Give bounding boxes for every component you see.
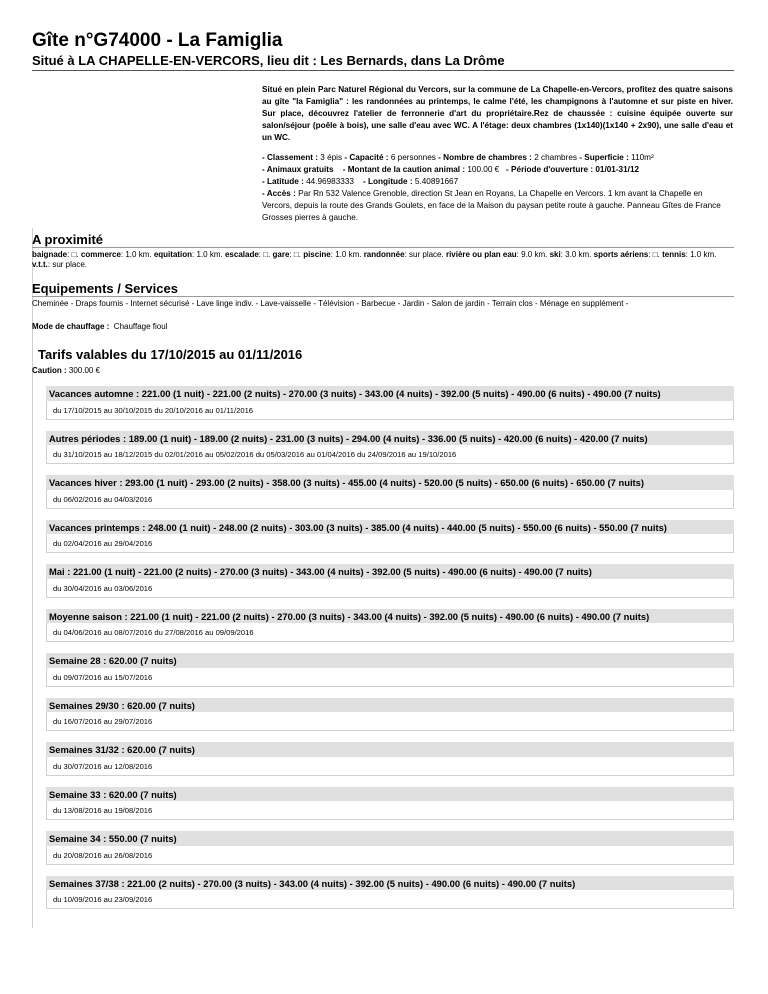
equipement-item: Télévision (318, 299, 355, 308)
equipements-divider (32, 296, 734, 297)
rate-period-header: Vacances printemps : 248.00 (1 nuit) - 248.00 (2 nuits) - 303.00 (3 nuits) - 385.00 (4 nuits) - 440.00 (5 nuits) - 550.00 (6 nuits) - 550.00 (7 nuits) (46, 520, 734, 535)
proximite-item-label: rivière ou plan eau (445, 250, 517, 259)
equipement-item: Barbecue (361, 299, 396, 308)
equipement-item: Cheminée (32, 299, 69, 308)
rate-period (46, 742, 734, 776)
caution-animal-label: - Montant de la caution animal : (342, 165, 466, 174)
proximite-item: v.t.t.: sur place. (32, 260, 87, 269)
rate-period-dates: du 20/08/2016 au 26/08/2016 (46, 846, 734, 865)
equipement-item: Internet sécurisé (130, 299, 190, 308)
chambres-label: - Nombre de chambres : (438, 153, 532, 162)
rate-period-dates: du 04/06/2016 au 08/07/2016 du 27/08/2016 au 09/09/2016 (46, 623, 734, 642)
capacite-label: - Capacité : (344, 153, 389, 162)
rate-period-header: Autres périodes : 189.00 (1 nuit) - 189.00 (2 nuits) - 231.00 (3 nuits) - 294.00 (4 nuits) - 336.00 (5 nuits) - 420.00 (6 nuits) - 420.00 (7 nuits) (46, 431, 734, 446)
rate-period-dates: du 30/07/2016 au 12/08/2016 (46, 757, 734, 776)
rate-period (46, 831, 734, 865)
rate-period-header: Semaine 28 : 620.00 (7 nuits) (46, 653, 734, 668)
rate-period-dates: du 06/02/2016 au 04/03/2016 (46, 490, 734, 509)
proximite-item-label: sports aériens (593, 250, 649, 259)
proximite-item: baignade: □. (32, 250, 79, 259)
proximite-divider (32, 247, 734, 248)
proximite-item-value: 1.0 km. (196, 250, 223, 259)
rate-period-header: Semaines 31/32 : 620.00 (7 nuits) (46, 742, 734, 757)
proximite-item-label: commerce (80, 250, 121, 259)
equipements-heading: Equipements / Services (32, 281, 178, 296)
rate-period-header: Semaine 34 : 550.00 (7 nuits) (46, 831, 734, 846)
proximite-item-value: 3.0 km. (565, 250, 592, 259)
proximite-item-value: sur place. (52, 260, 87, 269)
proximite-item-label: randonnée (363, 250, 405, 259)
rate-period-header: Vacances automne : 221.00 (1 nuit) - 221.00 (2 nuits) - 270.00 (3 nuits) - 343.00 (4 nuits) - 392.00 (5 nuits) - 490.00 (6 nuits) - 490.00 (7 nuits) (46, 386, 734, 401)
proximite-item-label: v.t.t. (32, 260, 48, 269)
proximite-item-value: □. (263, 250, 271, 259)
rate-period-dates: du 17/10/2015 au 30/10/2015 du 20/10/2016 au 01/11/2016 (46, 401, 734, 420)
caution-animal-value: 100.00 € (467, 165, 500, 174)
classement-value: 3 épis (320, 153, 343, 162)
equipement-item: Lave-vaisselle (260, 299, 312, 308)
equipement-item: Jardin (402, 299, 425, 308)
left-border-line (32, 228, 33, 928)
title-divider (32, 70, 734, 71)
superficie-label: - Superficie : (579, 153, 629, 162)
proximite-item-label: gare (272, 250, 290, 259)
rate-period (46, 386, 734, 420)
latitude-label: - Latitude : (262, 177, 304, 186)
rate-period (46, 609, 734, 643)
chauffage-value: Chauffage fioul (113, 322, 168, 331)
ouverture-label: - Période d'ouverture : 01/01-31/12 (506, 165, 640, 174)
proximite-item: tennis: 1.0 km. (662, 250, 717, 259)
intro-description: Situé en plein Parc Naturel Régional du Vercors, sur la commune de La Chapelle-en-Vercors, profitez des quatre saisons au gîte "la Famiglia" : les randonnées au printemps, le calme l'été, les champignons à l'automne et sur piste en hiver. Sur place, découvrez l'atelier de ferronnerie d'art du propriétaire.Rez de chaussée : cuisine équipée ouverte sur salon/séjour (poêle à bois), une salle d'eau avec WC. A l'étage: deux chambres (1x140)(1x140 + 2x90), une salle d'eau et un WC. (262, 85, 733, 142)
equipement-item: Salon de jardin (431, 299, 485, 308)
capacite-value: 6 personnes (390, 153, 436, 162)
proximite-item: gare: □. (272, 250, 301, 259)
rate-period-dates: du 13/08/2016 au 19/08/2016 (46, 801, 734, 820)
rate-period (46, 475, 734, 509)
proximite-item: commerce: 1.0 km. (80, 250, 152, 259)
proximite-item-value: □. (71, 250, 79, 259)
proximite-item-label: ski (549, 250, 561, 259)
rate-period-dates: du 31/10/2015 au 18/12/2015 du 02/01/2016 au 05/02/2016 du 05/03/2016 au 01/04/2016 du 24/09/2016 au 19/10/2016 (46, 445, 734, 464)
proximite-item-value: 1.0 km. (335, 250, 362, 259)
proximite-item: randonnée: sur place. (363, 250, 444, 259)
proximite-item-label: equitation (153, 250, 193, 259)
proximite-item-value: 9.0 km. (521, 250, 548, 259)
property-details (262, 152, 733, 224)
rate-period (46, 698, 734, 732)
rate-period-header: Semaines 29/30 : 620.00 (7 nuits) (46, 698, 734, 713)
rate-period (46, 520, 734, 554)
proximite-item-label: baignade (32, 250, 68, 259)
proximite-heading: A proximité (32, 232, 104, 247)
proximite-item-value: 1.0 km. (125, 250, 152, 259)
proximite-item-value: 1.0 km. (690, 250, 717, 259)
caution-value: 300.00 € (68, 366, 101, 375)
page-title: Gîte n°G74000 - La Famiglia (32, 30, 283, 51)
equipement-item: Terrain clos (491, 299, 533, 308)
proximite-item-value: sur place. (409, 250, 444, 259)
rate-period-dates: du 30/04/2016 au 03/06/2016 (46, 579, 734, 598)
latitude-value: 44.96983333 (306, 177, 354, 186)
proximite-item: escalade: □. (224, 250, 271, 259)
proximite-item: equitation: 1.0 km. (153, 250, 223, 259)
rate-period (46, 876, 734, 910)
equipement-item: Draps fournis (75, 299, 124, 308)
proximite-item-value: □. (652, 250, 660, 259)
chambres-value: 2 chambres (534, 153, 577, 162)
animaux-label: - Animaux gratuits (262, 165, 334, 174)
rate-period-header: Vacances hiver : 293.00 (1 nuit) - 293.00 (2 nuits) - 358.00 (3 nuits) - 455.00 (4 nuits) - 520.00 (5 nuits) - 650.00 (6 nuits) - 650.00 (7 nuits) (46, 475, 734, 490)
caution-line (32, 366, 100, 375)
longitude-label: - Longitude : (363, 177, 413, 186)
tarifs-title: Tarifs valables du 17/10/2015 au 01/11/2016 (38, 347, 303, 362)
proximite-item-label: escalade (224, 250, 259, 259)
rate-period-dates: du 09/07/2016 au 15/07/2016 (46, 668, 734, 687)
chauffage-label: Mode de chauffage : (32, 322, 110, 331)
rate-period (46, 787, 734, 821)
equipement-item: Ménage en supplément (539, 299, 624, 308)
rate-period-header: Semaines 37/38 : 221.00 (2 nuits) - 270.00 (3 nuits) - 343.00 (4 nuits) - 392.00 (5 nuits) - 490.00 (6 nuits) - 490.00 (7 nuits) (46, 876, 734, 891)
proximite-item: rivière ou plan eau: 9.0 km. (445, 250, 548, 259)
rate-period-header: Semaine 33 : 620.00 (7 nuits) (46, 787, 734, 802)
rate-period (46, 431, 734, 465)
proximite-list (32, 250, 734, 270)
rate-period-header: Mai : 221.00 (1 nuit) - 221.00 (2 nuits) - 270.00 (3 nuits) - 343.00 (4 nuits) - 392.00 (5 nuits) - 490.00 (6 nuits) - 490.00 (7 nuits) (46, 564, 734, 579)
proximite-item: sports aériens: □. (593, 250, 660, 259)
rate-period-dates: du 10/09/2016 au 23/09/2016 (46, 890, 734, 909)
rate-period (46, 564, 734, 598)
chauffage-line (32, 322, 167, 331)
rate-period-dates: du 16/07/2016 au 29/07/2016 (46, 712, 734, 731)
acces-label: - Accès : (262, 189, 296, 198)
rate-period-dates: du 02/04/2016 au 29/04/2016 (46, 534, 734, 553)
rate-period-header: Moyenne saison : 221.00 (1 nuit) - 221.00 (2 nuits) - 270.00 (3 nuits) - 343.00 (4 nuits) - 392.00 (5 nuits) - 490.00 (6 nuits) - 490.00 (7 nuits) (46, 609, 734, 624)
equipement-item: Lave linge indiv. (196, 299, 254, 308)
superficie-value: 110m² (631, 153, 654, 162)
proximite-item-value: □. (293, 250, 301, 259)
tarifs-periods (46, 386, 734, 920)
caution-label: Caution : (32, 366, 67, 375)
proximite-item: ski: 3.0 km. (549, 250, 592, 259)
page-subtitle: Situé à LA CHAPELLE-EN-VERCORS, lieu dit : Les Bernards, dans La Drôme (32, 53, 505, 68)
proximite-item-label: piscine (303, 250, 331, 259)
proximite-item: piscine: 1.0 km. (303, 250, 362, 259)
proximite-item-label: tennis (662, 250, 686, 259)
rate-period (46, 653, 734, 687)
classement-label: - Classement : (262, 153, 318, 162)
longitude-value: 5.40891667 (414, 177, 459, 186)
acces-value: Par Rn 532 Valence Grenoble, direction St Jean en Royans, La Chapelle en Vercors. 1 km avant la Chapelle en Vercors, depuis la route des Grands Goulets, en face de la Maison du paysan petite route à gauche. Panneau Gîtes de France Grosses pierres à gauche. (262, 189, 721, 222)
equipements-list: Cheminée - Draps fournis - Internet sécurisé - Lave linge indiv. - Lave-vaisselle - Télévision - Barbecue - Jardin - Salon de jardin - Terrain clos - Ménage en supplément - (32, 299, 629, 308)
